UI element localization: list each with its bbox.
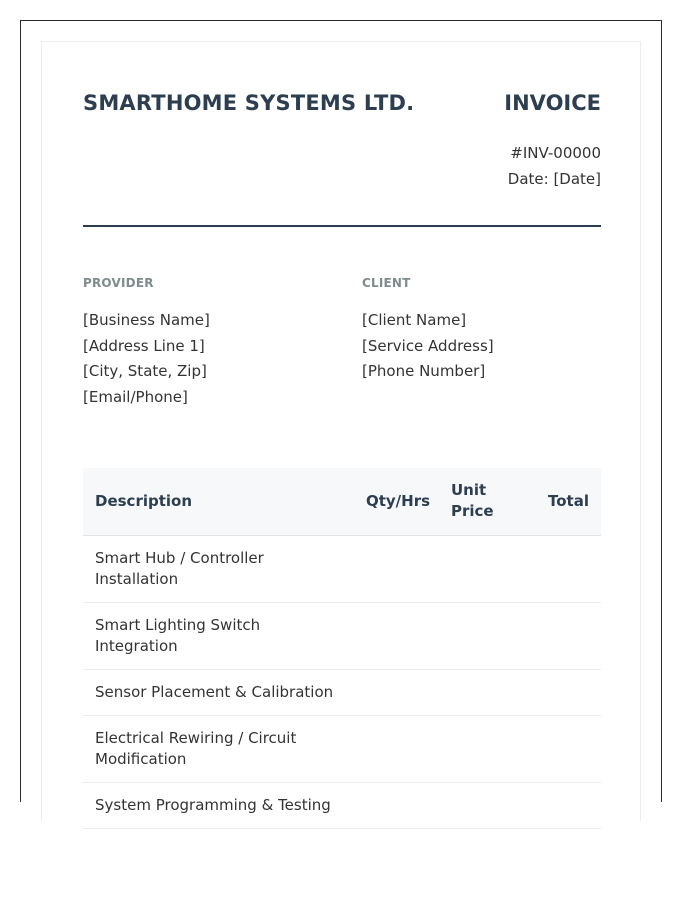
row-unit-price bbox=[445, 715, 521, 782]
invoice-date: Date: [Date] bbox=[507, 170, 601, 188]
provider-line: [Business Name] bbox=[83, 311, 210, 329]
invoice-content bbox=[83, 42, 601, 814]
row-unit-price bbox=[445, 782, 521, 828]
provider-block bbox=[83, 276, 210, 410]
row-description: System Programming & Testing bbox=[83, 782, 351, 828]
client-line: [Client Name] bbox=[362, 311, 467, 329]
table-row bbox=[83, 669, 601, 715]
table-row bbox=[83, 535, 601, 602]
company-name: SMARTHOME SYSTEMS LTD. bbox=[83, 91, 415, 115]
row-unit-price bbox=[445, 669, 521, 715]
row-description: Sensor Placement & Calibration bbox=[83, 669, 351, 715]
table-row bbox=[83, 602, 601, 669]
table-row bbox=[83, 782, 601, 828]
row-qty bbox=[351, 669, 445, 715]
provider-line: [City, State, Zip] bbox=[83, 362, 207, 380]
row-qty bbox=[351, 715, 445, 782]
header-unit-price: Unit Price bbox=[445, 468, 521, 535]
row-qty bbox=[351, 602, 445, 669]
provider-line: [Email/Phone] bbox=[83, 387, 188, 406]
table-header-row bbox=[83, 468, 601, 535]
parties-section bbox=[83, 227, 601, 467]
invoice-meta bbox=[508, 140, 601, 192]
row-total bbox=[521, 602, 601, 669]
document-frame bbox=[20, 20, 662, 814]
client-block bbox=[362, 276, 494, 385]
row-qty bbox=[351, 782, 445, 828]
client-label: CLIENT bbox=[362, 276, 411, 290]
provider-label: PROVIDER bbox=[83, 276, 154, 290]
row-total bbox=[521, 782, 601, 828]
header-qty: Qty/Hrs bbox=[351, 468, 445, 535]
row-total bbox=[521, 535, 601, 602]
row-description: Electrical Rewiring / Circuit Modification bbox=[83, 715, 351, 782]
invoice-sheet bbox=[41, 41, 641, 821]
row-description: Smart Hub / Controller Installation bbox=[83, 535, 351, 602]
row-description: Smart Lighting Switch Integration bbox=[83, 602, 351, 669]
client-line: [Phone Number] bbox=[362, 362, 486, 380]
row-total bbox=[521, 669, 601, 715]
header-total: Total bbox=[521, 468, 601, 535]
document-title: INVOICE bbox=[504, 91, 601, 115]
row-qty bbox=[351, 535, 445, 602]
client-line: [Service Address] bbox=[362, 336, 494, 355]
table-row bbox=[83, 715, 601, 782]
invoice-number: #INV-00000 bbox=[510, 144, 601, 162]
provider-line: [Address Line 1] bbox=[83, 336, 205, 355]
row-unit-price bbox=[445, 602, 521, 669]
invoice-header bbox=[83, 42, 601, 227]
line-items-table bbox=[83, 468, 601, 829]
row-unit-price bbox=[445, 535, 521, 602]
row-total bbox=[521, 715, 601, 782]
header-description: Description bbox=[83, 468, 351, 535]
